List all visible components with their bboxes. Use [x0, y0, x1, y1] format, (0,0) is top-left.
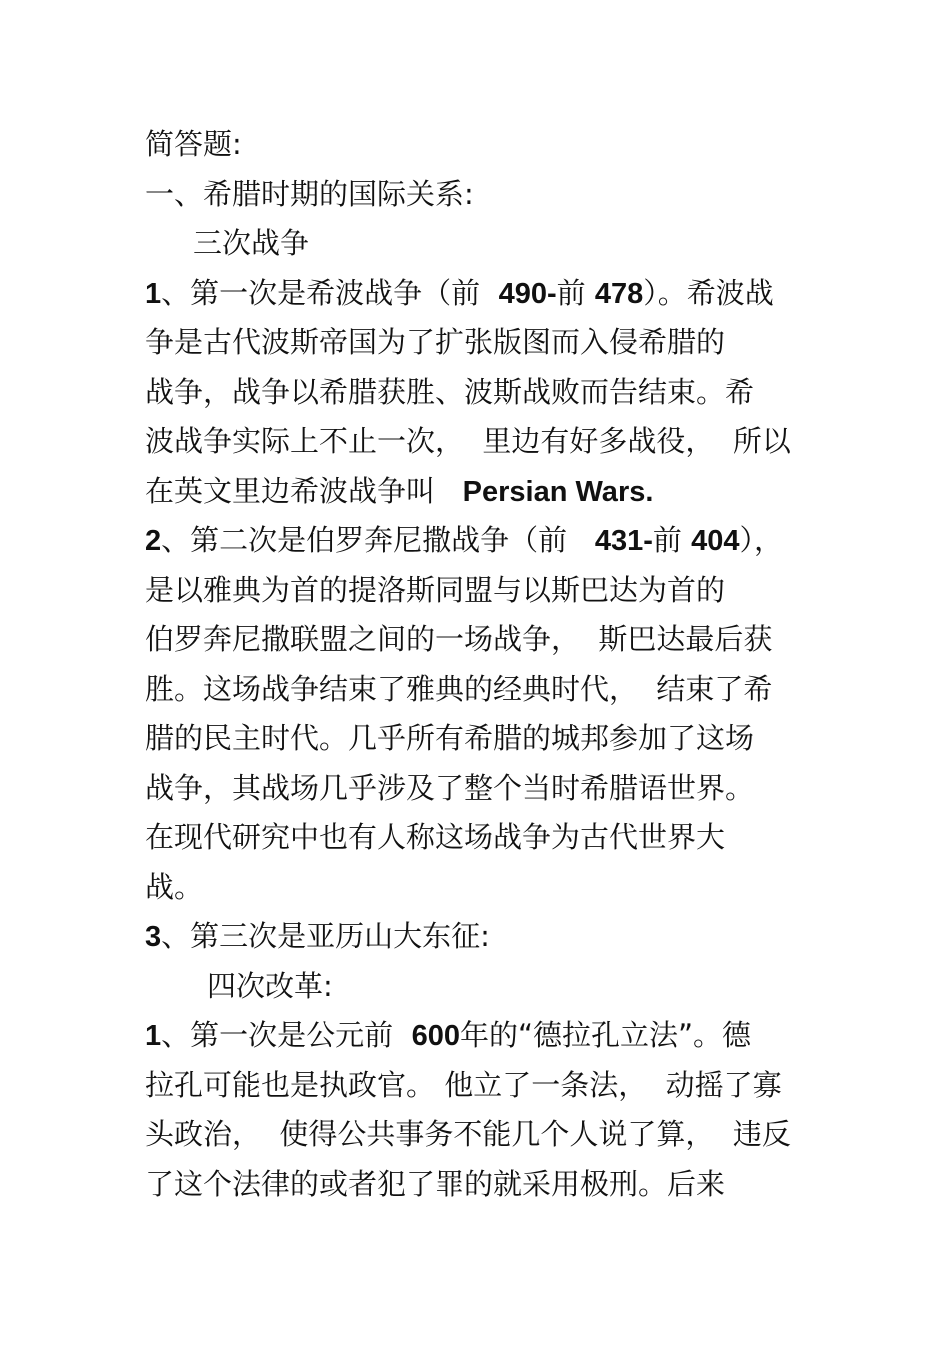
paragraph-war2-line1 [145, 516, 810, 566]
paragraph-war2-line4: 胜。这场战争结束了雅典的经典时代， 结束了希 [145, 671, 773, 706]
heading-text: 简答题: [145, 127, 242, 161]
year-end: 404 [691, 525, 740, 557]
wars-title-text: 三次战争 [193, 226, 310, 260]
subsection-title-reforms [145, 962, 810, 1012]
paragraph-war2-line7: 在现代研究中也有人称这场战争为古代世界大 [145, 820, 726, 854]
item-number: 2 [145, 525, 162, 557]
paragraph-war1-line3: 战争，战争以希腊获胜、波斯战败而告结束。希 [145, 374, 755, 409]
paragraph-war1-line1 [145, 269, 810, 319]
text-run: 前 [556, 275, 586, 310]
paragraph-war2-line5: 腊的民主时代。几乎所有希腊的城邦参加了这场 [145, 721, 755, 755]
paragraph-war2-line2: 是以雅典为首的提洛斯同盟与以斯巴达为首的 [145, 572, 726, 607]
item-number: 1 [145, 277, 162, 310]
text-run: 、第一次是希波战争（前 [161, 275, 481, 310]
english-term: Persian Wars. [462, 475, 654, 508]
paragraph-war1-line4: 波战争实际上不止一次， 里边有好多战役， 所以 [145, 424, 791, 458]
paragraph-war2-line3: 伯罗奔尼撒联盟之间的一场战争， 斯巴达最后获 [145, 622, 773, 656]
paragraph-reform1-line2: 拉孔可能也是执政官。 他立了一条法， 动摇了寡 [145, 1067, 782, 1102]
text-run: 、第三次是亚历山大东征: [161, 919, 490, 953]
text-run: 前 [652, 523, 682, 557]
paragraph-war1-line2: 争是古代波斯帝国为了扩张版图而入侵希腊的 [145, 325, 726, 359]
text-run: 年的“德拉孔立法”。德 [459, 1018, 752, 1052]
text-run: ）。希波战 [643, 275, 774, 310]
paragraph-reform1-line1 [145, 1011, 810, 1061]
paragraph-war2-line8: 战。 [145, 869, 204, 904]
item-number: 1 [145, 1020, 162, 1052]
text-run: ）， [739, 523, 783, 557]
paragraph-war1-line5 [145, 467, 810, 517]
text-run: 、第二次是伯罗奔尼撒战争（前 [161, 523, 568, 557]
document-body [145, 120, 810, 1209]
reforms-title-text: 四次改革: [207, 968, 333, 1003]
item-number: 3 [145, 921, 162, 953]
paragraph-reform1-line3: 头政治， 使得公共事务不能几个人说了算， 违反 [145, 1117, 791, 1151]
year: 600 [411, 1020, 460, 1052]
section-title [145, 170, 810, 220]
paragraph-war2-line6: 战争，其战场几乎涉及了整个当时希腊语世界。 [145, 770, 755, 805]
text-run: 在英文里边希波战争叫 [145, 473, 436, 508]
section-title-text: 一、希腊时期的国际关系: [145, 176, 474, 211]
year-start: 431- [594, 525, 653, 557]
year-start: 490- [498, 277, 557, 310]
subsection-title-wars [145, 219, 810, 269]
year-end: 478 [594, 277, 644, 310]
paragraph-war3-line1 [145, 912, 810, 962]
paragraph-reform1-line4: 了这个法律的或者犯了罪的就采用极刑。后来 [145, 1166, 726, 1201]
text-run: 、第一次是公元前 [161, 1018, 394, 1052]
heading [145, 120, 810, 170]
